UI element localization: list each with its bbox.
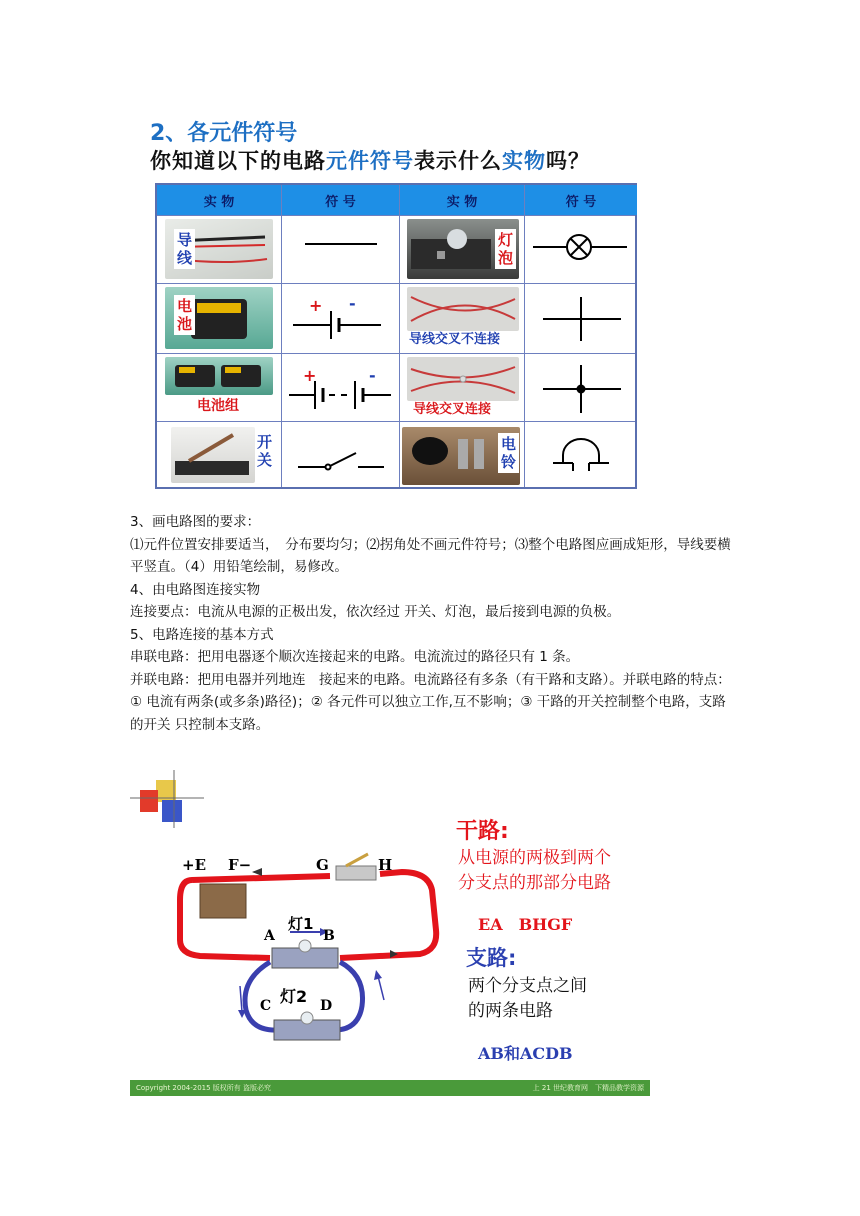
crossing-caption: 导线交叉不连接 (409, 332, 501, 347)
bell-symbol (549, 435, 619, 475)
paragraph: 串联电路：把用电器逐个顺次连接起来的电路。电流流过的路径只有 1 条。 (130, 649, 580, 665)
paragraph: 3、画电路图的要求： (130, 514, 261, 530)
branch-description (468, 974, 587, 1024)
section-title: 2、各元件符号 (150, 121, 298, 146)
decorative-corner-blocks (130, 770, 210, 830)
paragraph: ⑴元件位置安排要适当， 分布要均匀；⑵拐角处不画元件符号；⑶整个电路图应画成矩形，导线要横平竖直。（4）用铅笔绘制，易修改。 (130, 536, 731, 575)
label-B: B (323, 928, 335, 944)
question-highlight: 元件符号 (326, 149, 414, 173)
lamp-caption: 灯 泡 (495, 229, 516, 269)
main-path-title: 干路: (456, 819, 509, 844)
main-path-desc-line: 分支点的那部分电路 (458, 873, 611, 893)
paragraph: 4、由电路图连接实物 (130, 581, 261, 598)
label-F: F− (228, 856, 252, 874)
table-header: 符 号 (282, 185, 399, 215)
question-part: 你知道以下的电路 (150, 149, 326, 173)
lamp1-label: 灯1 (288, 915, 314, 933)
label-A: A (264, 928, 275, 944)
svg-text:+: + (309, 296, 323, 315)
main-path-desc-line: 从电源的两极到两个 (458, 848, 611, 868)
battery-pack-photo (165, 357, 273, 395)
cross-connect-symbol (537, 363, 627, 417)
label-E: +E (182, 856, 207, 874)
battery-symbol (287, 295, 395, 347)
crossing-photo (407, 287, 519, 331)
branch-desc-line: 的两条电路 (468, 1001, 553, 1021)
paragraph: 5、电路连接的基本方式 (130, 626, 274, 643)
lamp-symbol (529, 227, 633, 267)
wire-symbol (291, 230, 391, 260)
parallel-circuit-diagram (170, 850, 450, 1050)
paragraph: 并联电路：把用电器并列地连 接起来的电路。电流路径有多条（有干路和支路）。并联电路的特点：① 电流有两条(或多条)路径)；② 各元件可以独立工作,互不影响；③ 干路的开关控制整个电路，支路的开关 只控制本支路。 (130, 671, 731, 733)
footer-source: 上 21 世纪教育网 下精品教学资源 (532, 1084, 644, 1092)
branch-title: 支路: (466, 946, 517, 970)
battery-pack-symbol (285, 367, 397, 417)
main-path-answer: EA BHGF (478, 915, 573, 934)
table-header: 符 号 (525, 185, 637, 215)
label-D: D (320, 998, 333, 1014)
label-G: G (316, 856, 329, 874)
switch-photo (171, 427, 255, 483)
table-header: 实 物 (400, 185, 524, 215)
paragraph: 连接要点：电流从电源的正极出发，依次经过 开关、灯泡，最后接到电源的负极。 (130, 604, 621, 620)
bell-caption: 电 铃 (498, 433, 519, 473)
switch-caption: 开 关 (257, 433, 273, 469)
label-H: H (378, 856, 393, 874)
lamp2-label: 灯2 (280, 987, 308, 1006)
question-part: 表示什么 (414, 149, 502, 173)
wire-caption: 导 线 (174, 229, 195, 269)
text-block (130, 511, 735, 736)
svg-text:-: - (369, 367, 376, 385)
svg-text:-: - (349, 295, 356, 313)
main-path-description (458, 846, 611, 896)
battery-pack-caption: 电池组 (197, 398, 239, 414)
slide-footer (130, 1080, 650, 1096)
crossing-connected-photo (407, 357, 519, 401)
question-part: 吗？ (546, 149, 590, 173)
switch-symbol (292, 443, 392, 479)
section-question (150, 145, 590, 175)
branch-desc-line: 两个分支点之间 (468, 976, 587, 996)
crossing-connected-caption: 导线交叉连接 (413, 402, 492, 417)
table-header: 实 物 (157, 185, 281, 215)
footer-copyright: Copyright 2004-2015 版权所有 盗版必究 (136, 1084, 272, 1092)
branch-answer: AB和ACDB (478, 1044, 573, 1063)
svg-text:+: + (303, 367, 317, 385)
component-symbol-table (155, 183, 637, 489)
parallel-circuit-slide (130, 770, 650, 1096)
question-highlight: 实物 (502, 149, 546, 173)
label-C: C (260, 998, 272, 1014)
cross-no-connect-symbol (537, 295, 627, 345)
battery-caption: 电 池 (174, 295, 195, 335)
